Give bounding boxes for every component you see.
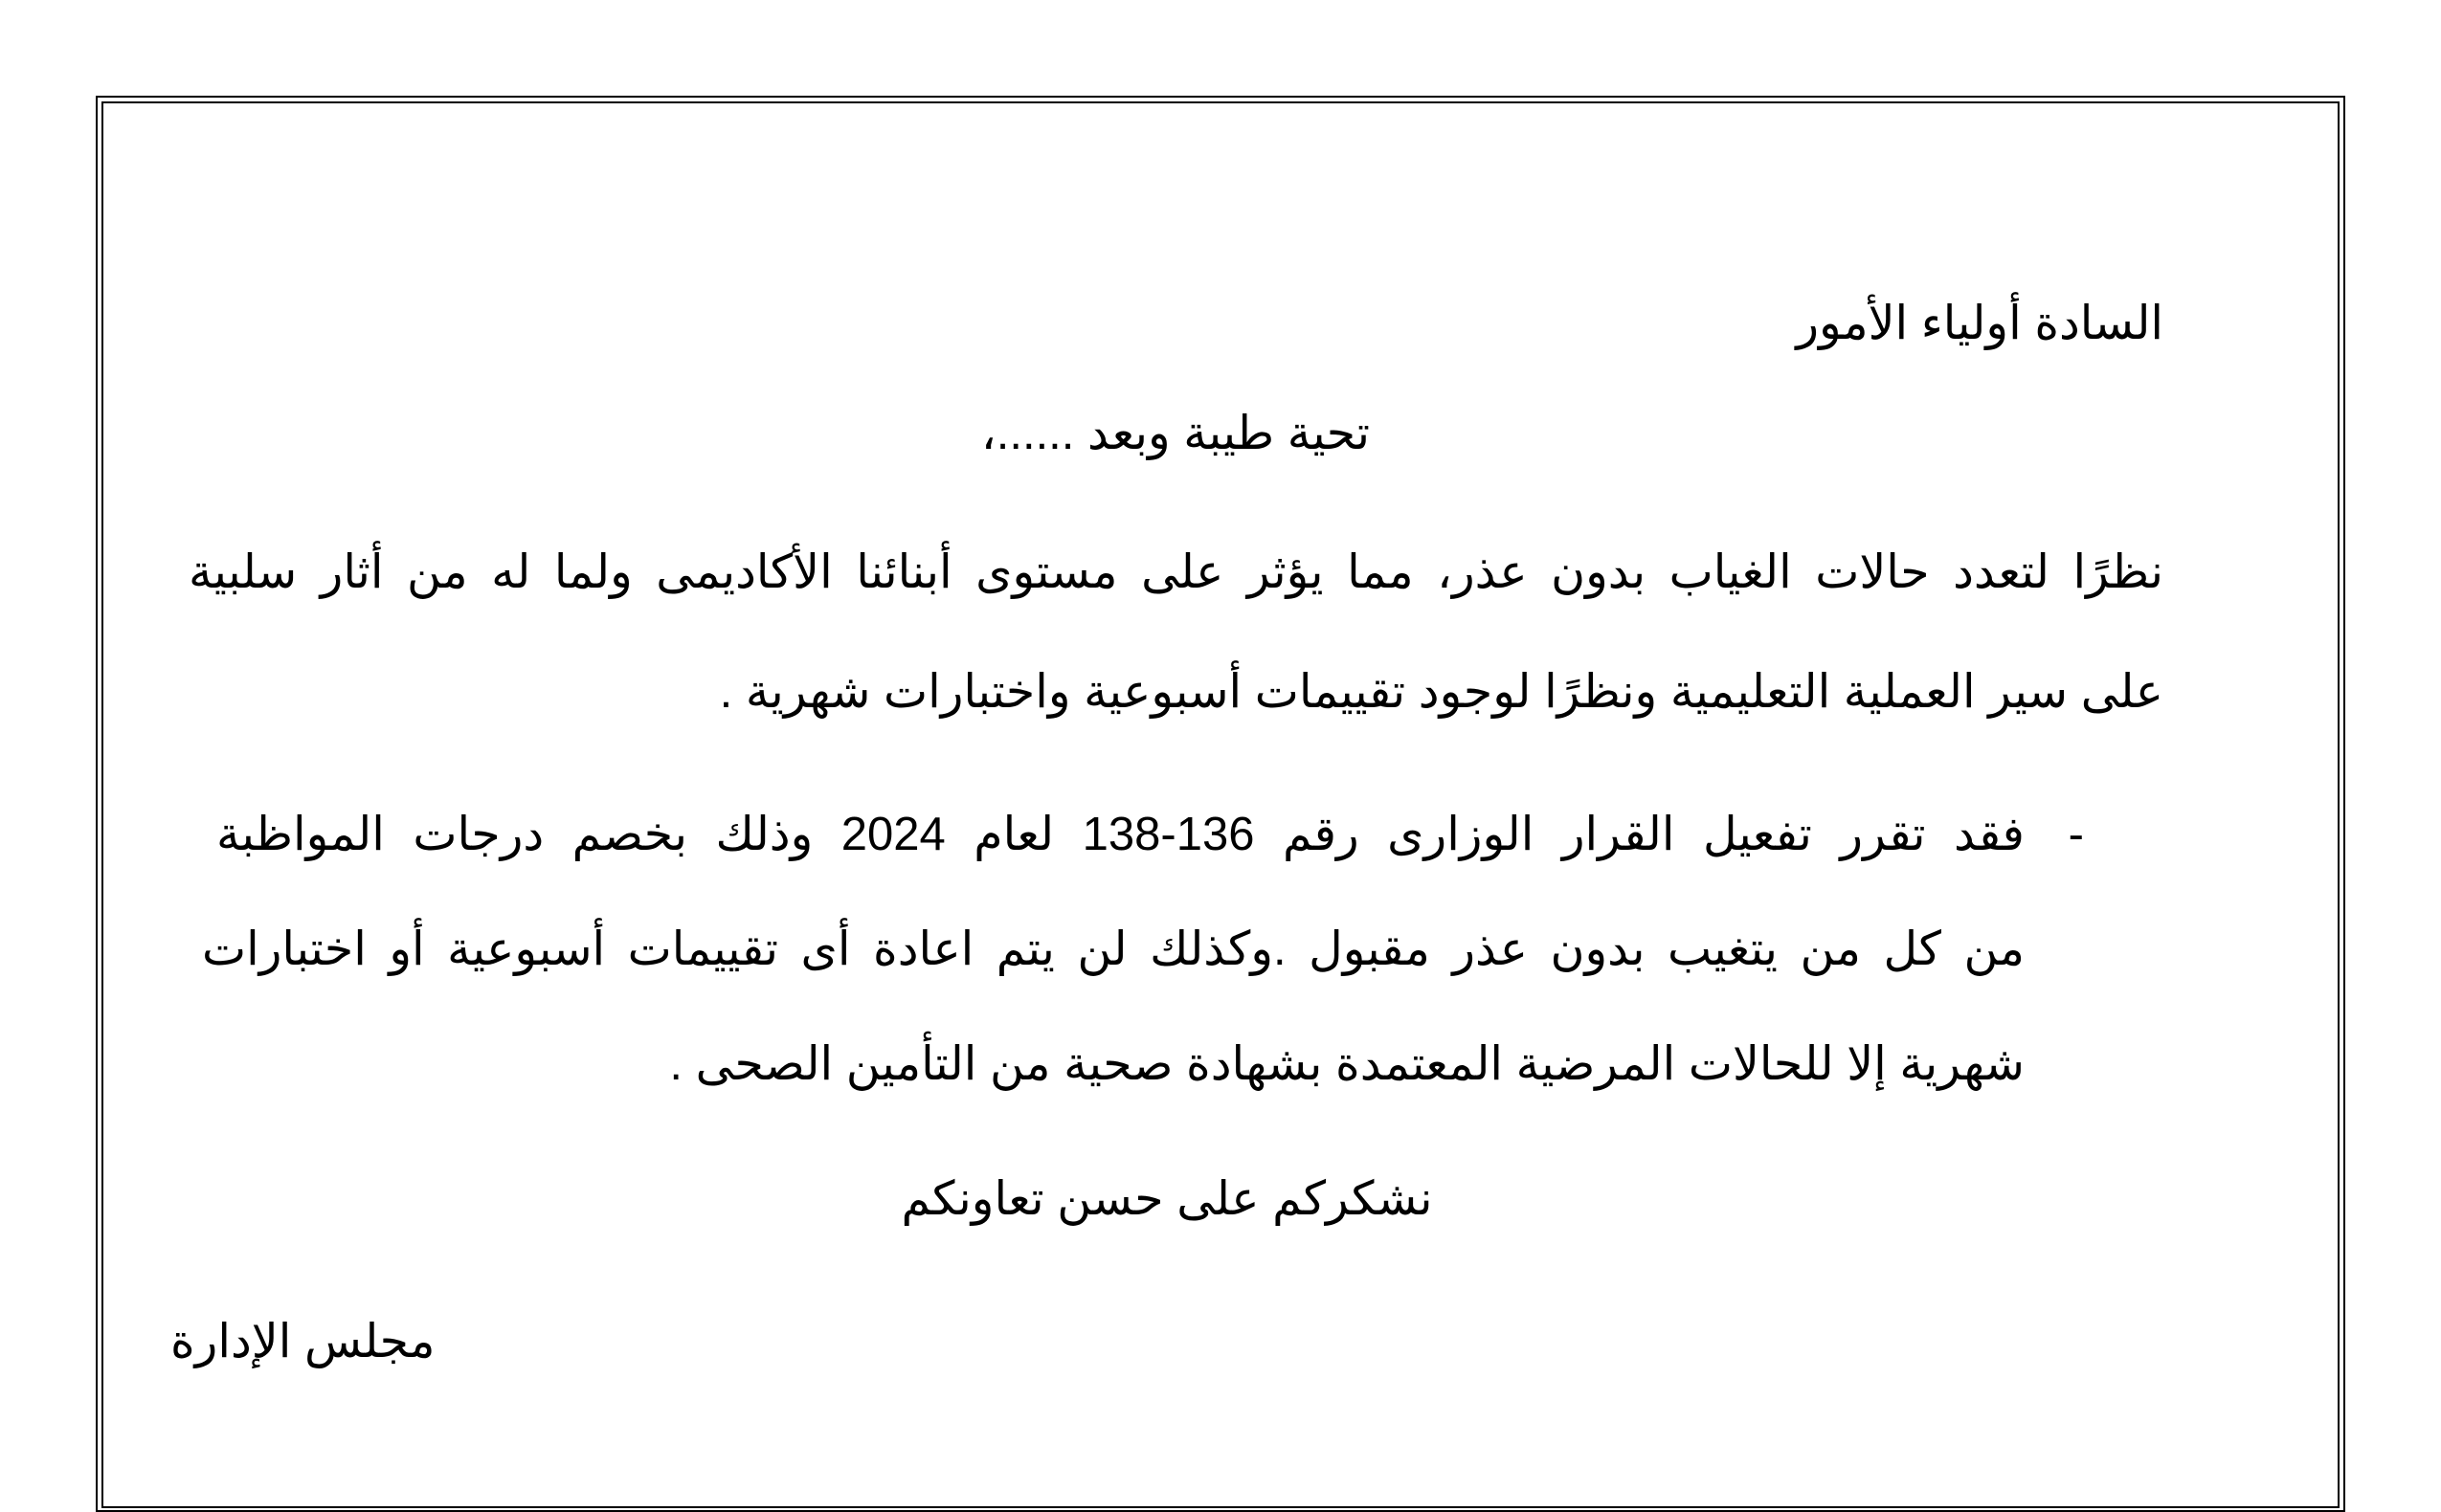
signature: مجلس الإدارة [170,1316,436,1367]
bullet-line-1: فقد تقرر تفعيل القرار الوزارى رقم 136-138 لعام 2024 وذلك بخصم درجات المواظبة [216,809,2025,860]
bullet-line-3: شهرية إلا للحالات المرضية المعتمدة بشهادة صحية من التأمين الصحى . [669,1038,2025,1090]
salutation: السادة أولياء الأمور [1796,298,2163,349]
paragraph-line-2: على سير العملية التعليمية ونظرًا لوجود تقييمات أسبوعية واختبارات شهرية . [719,666,2163,718]
greeting: تحية طيبة وبعد ......، [980,408,1371,459]
bullet-marker: - [2068,809,2084,860]
thanks-line: نشكركم على حسن تعاونكم [901,1173,1433,1225]
paragraph-line-1: نظرًا لتعدد حالات الغياب بدون عذر، مما يؤثر على مستوى أبنائنا الأكاديمى ولما له من أثار سلبية [189,546,2163,598]
bullet-line-2: من كل من يتغيب بدون عذر مقبول .وكذلك لن يتم اعادة أى تقييمات أسبوعية أو اختبارات [202,923,2025,975]
